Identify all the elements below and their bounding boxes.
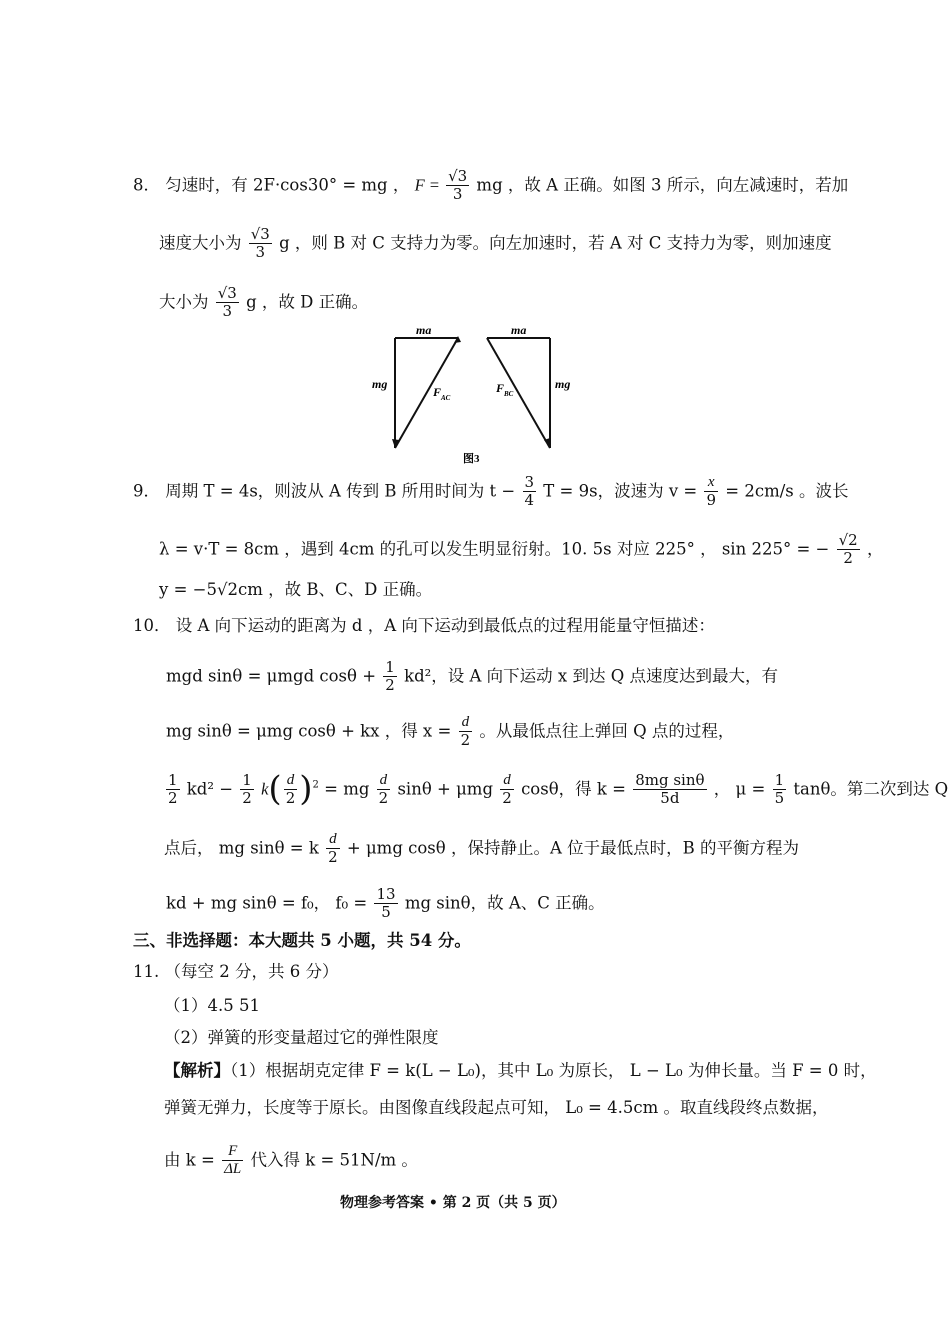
analysis-tag: 【解析】 <box>164 1061 230 1080</box>
q9-line2: λ = v·T = 8cm ，遇到 4cm 的孔可以发生明显衍射。10. 5s 对应 225° ， sin 225° = − $\frac{√2}{2}$ ， <box>159 531 884 568</box>
q11-number: 11. <box>133 962 160 981</box>
q10-line3: mg sinθ = μmg cosθ + kx ，得 x = $\frac{d}{2}$ 。从最低点往上弹回 Q 点的过程， <box>166 714 735 750</box>
q10-line6: kd + mg sinθ = f₀， f₀ = $\frac{13}{5}$ mg sinθ，故 A、C 正确。 <box>166 885 605 922</box>
q10-line1: 10． 设 A 向下运动的距离为 d ，A 向下运动到最低点的过程用能量守恒描述： <box>133 616 715 635</box>
q11-answer-2: （2）弹簧的形变量超过它的弹性限度 <box>164 1028 439 1047</box>
q10-number: 10． <box>133 616 171 635</box>
label-mg-left: mg <box>372 377 388 391</box>
label-fbc: $F_{BC}$ <box>496 381 514 398</box>
q8-number: 8． <box>133 175 160 195</box>
q8-line1: 8． 匀速时，有 2F·cos30° = mg ， F = $\frac{√3}{3}$ mg ，故 A 正确。如图 3 所示，向左减速时，若加 <box>133 167 849 204</box>
figure-3-force-triangles <box>0 318 950 468</box>
q9-line1: 9． 周期 T = 4s，则波从 A 传到 B 所用时间为 t − $\frac{3}{4}$ T = 9s，波速为 v = $\frac{x}{9}$ = 2cm/s 。波长 <box>133 473 849 510</box>
figure-3-caption: 图3 <box>463 453 480 465</box>
label-ma-left: ma <box>416 323 432 337</box>
q11-analysis-3: 由 k = $\frac{F}{\Delta L}$ 代入得 k = 51N/m 。 <box>164 1143 418 1178</box>
page-footer: 物理参考答案 • 第 2 页（共 5 页） <box>340 1195 566 1211</box>
section-3-heading: 三、非选择题：本大题共 5 小题，共 54 分。 <box>133 931 471 950</box>
q11-answer-1: （1）4.5 51 <box>164 996 260 1015</box>
q8-line3: 大小为 $\frac{√3}{3}$ g ，故 D 正确。 <box>159 284 369 321</box>
label-fac: $F_{AC}$ <box>433 385 451 402</box>
q10-line2: mgd sinθ = μmgd cosθ + $\frac{1}{2}$ kd²，设 A 向下运动 x 到达 Q 点速度达到最大，有 <box>166 658 778 695</box>
q9-number: 9． <box>133 481 160 501</box>
q11-analysis-2: 弹簧无弹力，长度等于原长。由图像直线段起点可知， L₀ = 4.5cm 。取直线段终点数据， <box>164 1098 829 1117</box>
q10-line4: $\frac{1}{2}$ kd² − $\frac{1}{2}$ k( $\frac{d}{2}$ )$^2$ = mg $\frac{d}{2}$ sinθ + μmg $\frac{d}{2}$ cosθ，得 k = $\frac{\text{8mg sinθ}}{5d}$ ， μ = $\frac{1}{5}$ tanθ。第二次到达 Q <box>168 769 949 810</box>
q9-line3: y = −5√2cm ，故 B、C、D 正确。 <box>159 580 433 599</box>
fraction-sqrt3-over-3: $\frac{√3}{3}$ <box>448 167 468 204</box>
label-mg-right: mg <box>555 377 571 391</box>
q10-line5: 点后， mg sinθ = k $\frac{d}{2}$ + μmg cosθ ，保持静止。A 位于最低点时，B 的平衡方程为 <box>164 831 799 867</box>
q11-header: 11. （每空 2 分，共 6 分） <box>133 962 339 981</box>
label-ma-right: ma <box>511 323 527 337</box>
q8-line2: 速度大小为 $\frac{√3}{3}$ g ，则 B 对 C 支持力为零。向左加速时，若 A 对 C 支持力为零，则加速度 <box>159 225 832 262</box>
triangle-ac <box>395 338 458 448</box>
q11-analysis-1: 【解析】（1）根据胡克定律 F = k(L − L₀)，其中 L₀ 为原长， L − L₀ 为伸长量。当 F = 0 时， <box>164 1061 877 1080</box>
